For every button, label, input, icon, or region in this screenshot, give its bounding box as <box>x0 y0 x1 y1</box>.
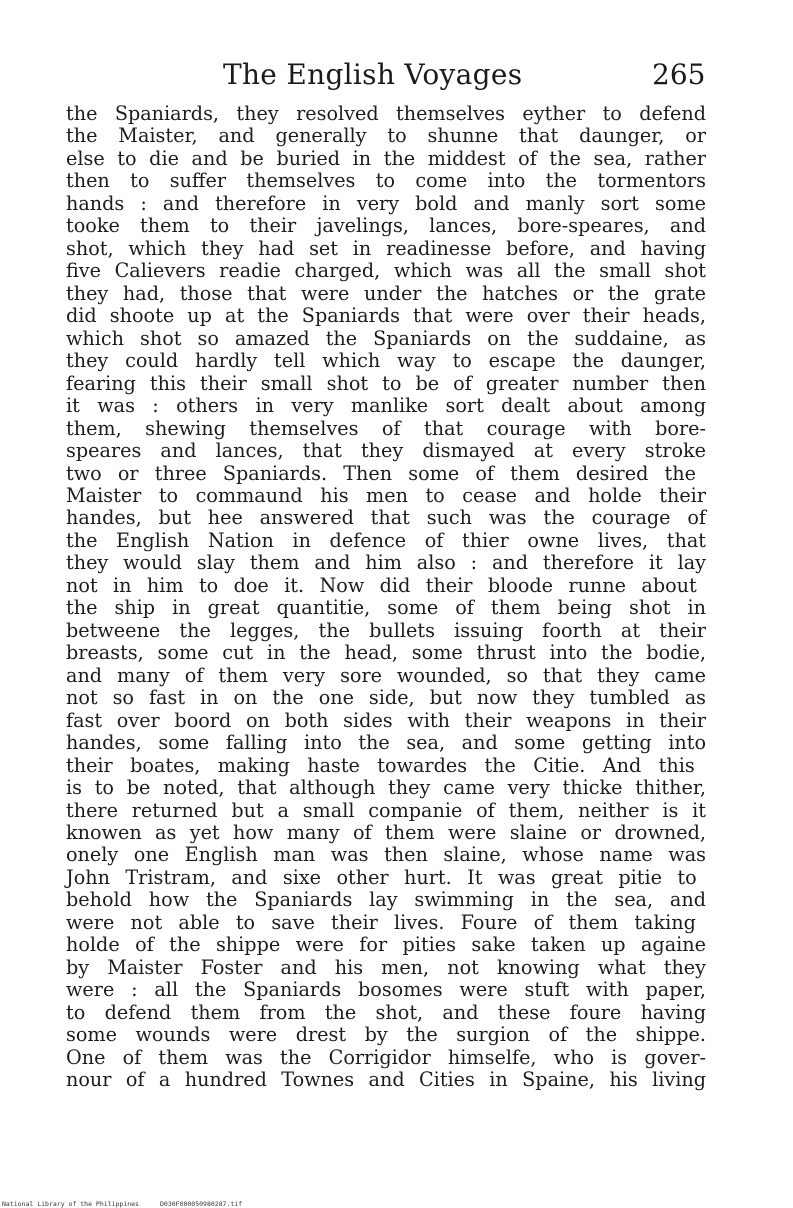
text-line-content: not so fast in on the one side, but now they tumbled as <box>66 686 706 710</box>
text-line <box>66 822 706 844</box>
text-line <box>66 440 706 462</box>
text-line-content: hands : and therefore in very bold and manly sort some <box>66 191 706 215</box>
text-line <box>66 170 706 192</box>
text-line-content: fearing this their small shot to be of greater number then <box>66 371 706 395</box>
text-line <box>66 148 706 170</box>
text-line <box>66 260 706 282</box>
text-line-content: tooke them to their javelings, lances, bore-speares, and <box>66 214 706 238</box>
text-line <box>66 463 706 485</box>
text-line-content: them, shewing themselves of that courage with bore- <box>66 416 706 440</box>
text-line-content: five Calievers readie charged, which was all the small shot <box>66 259 706 283</box>
text-line-content: the Maister, and generally to shunne that daunger, or <box>66 124 706 148</box>
text-line <box>66 373 706 395</box>
text-line-content: John Tristram, and sixe other hurt. It was great pitie to <box>66 865 697 889</box>
text-line <box>66 620 706 642</box>
text-line-content: shot, which they had set in readinesse before, and having <box>66 236 706 260</box>
text-line-content: by Maister Foster and his men, not knowing what they <box>66 955 706 979</box>
text-line <box>66 665 706 687</box>
text-line-content: Maister to commaund his men to cease and holde their <box>66 483 706 507</box>
text-line-content: handes, but hee answered that such was the courage of <box>66 506 706 530</box>
text-line-content: their boates, making haste towardes the Citie. And this <box>66 753 695 777</box>
text-line <box>66 125 706 147</box>
text-line-content: which shot so amazed the Spaniards on the suddaine, as <box>66 326 706 350</box>
text-line-content: breasts, some cut in the head, some thrust into the bodie, <box>66 641 706 665</box>
text-line-content: handes, some falling into the sea, and some getting into <box>66 731 706 755</box>
text-line-content: One of them was the Corrigidor himselfe, who is gover- <box>66 1045 706 1069</box>
text-line-content: behold how the Spaniards lay swimming in the sea, and <box>66 888 706 912</box>
text-line <box>66 844 706 866</box>
text-line-content: there returned but a small companie of them, neither is it <box>66 798 706 822</box>
text-line <box>66 283 706 305</box>
text-line-content: then to suffer themselves to come into the tormentors <box>66 169 706 193</box>
text-line-content: they would slay them and him also : and therefore it lay <box>66 551 706 575</box>
text-line <box>66 418 706 440</box>
text-line <box>66 485 706 507</box>
text-line <box>66 642 706 664</box>
text-line <box>66 687 706 709</box>
text-line-content: some wounds were drest by the surgion of the shippe. <box>66 1023 706 1047</box>
text-line <box>66 755 706 777</box>
text-line <box>66 350 706 372</box>
text-line <box>66 530 706 552</box>
text-line <box>66 889 706 911</box>
text-line <box>66 552 706 574</box>
body-text <box>66 103 706 1092</box>
text-line-content: they could hardly tell which way to escape the daunger, <box>66 349 706 373</box>
text-line <box>66 103 706 125</box>
text-line-content: the English Nation in defence of thier owne lives, that <box>66 528 706 552</box>
text-line-content: two or three Spaniards. Then some of them desired the <box>66 461 696 485</box>
text-line-content: the ship in great quantitie, some of them being shot in <box>66 596 706 620</box>
text-line <box>66 1069 706 1091</box>
text-line-content: did shoote up at the Spaniards that were over their heads, <box>66 304 706 328</box>
text-line-content: it was : others in very manlike sort dealt about among <box>66 394 706 418</box>
text-line <box>66 800 706 822</box>
text-line <box>66 328 706 350</box>
text-line-content: holde of the shippe were for pities sake taken up againe <box>66 933 706 957</box>
text-line-content: not in him to doe it. Now did their bloode runne about <box>66 573 697 597</box>
text-line-content: to defend them from the shot, and these foure having <box>66 1000 706 1024</box>
text-line <box>66 507 706 529</box>
text-line-content: fast over boord on both sides with their weapons in their <box>66 708 706 732</box>
text-line-content: they had, those that were under the hatches or the grate <box>66 281 706 305</box>
text-line-content: speares and lances, that they dismayed at every stroke <box>66 439 706 463</box>
text-line-content: and many of them very sore wounded, so that they came <box>66 663 706 687</box>
running-title: The English Voyages <box>223 58 523 91</box>
text-line-content: the Spaniards, they resolved themselves eyther to defend <box>66 102 706 125</box>
text-line-content: knowen as yet how many of them were slaine or drowned, <box>66 821 706 844</box>
text-line <box>66 912 706 934</box>
page-header <box>0 58 793 100</box>
scan-file-id: D030F000050980287.tif <box>160 1200 243 1208</box>
text-line-content: is to be noted, that although they came very thicke thither, <box>66 776 706 800</box>
text-line <box>66 957 706 979</box>
scan-footer <box>0 1198 793 1208</box>
text-line <box>66 215 706 237</box>
text-line <box>66 710 706 732</box>
text-line-content: were not able to save their lives. Foure of them taking <box>66 910 696 934</box>
text-line <box>66 238 706 260</box>
text-line <box>66 1047 706 1069</box>
text-line <box>66 1024 706 1046</box>
text-line-content: nour of a hundred Townes and Cities in Spaine, his living <box>66 1068 706 1092</box>
text-line <box>66 979 706 1001</box>
text-line-content: betweene the legges, the bullets issuing foorth at their <box>66 618 706 642</box>
text-line <box>66 193 706 215</box>
text-line-content: onely one English man was then slaine, whose name was <box>66 843 706 867</box>
text-line <box>66 867 706 889</box>
text-line <box>66 597 706 619</box>
text-line <box>66 395 706 417</box>
text-line-content: else to die and be buried in the middest of the sea, rather <box>66 146 706 170</box>
text-line <box>66 777 706 799</box>
text-line <box>66 575 706 597</box>
text-line <box>66 1002 706 1024</box>
text-line <box>66 934 706 956</box>
text-line <box>66 732 706 754</box>
text-line <box>66 305 706 327</box>
library-credit: National Library of the Philippines <box>2 1200 139 1208</box>
text-line-content: were : all the Spaniards bosomes were stuft with paper, <box>66 978 706 1002</box>
page-number: 265 <box>652 58 706 91</box>
